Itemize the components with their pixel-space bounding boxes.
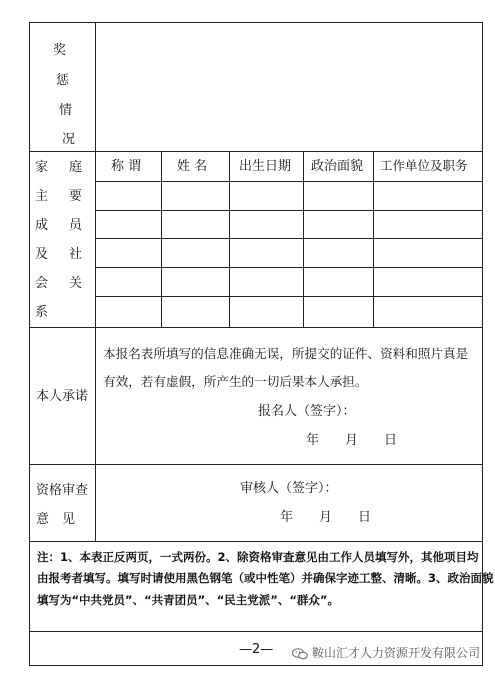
family-header-political: 政治面貌 bbox=[311, 159, 364, 174]
border-bottom bbox=[29, 665, 483, 666]
watermark-text: 鞍山汇才人力资源开发有限公司 bbox=[312, 646, 481, 660]
awards-label-char-2: 惩 bbox=[56, 73, 70, 88]
divider-family-col4 bbox=[373, 151, 374, 328]
divider-family-bottom bbox=[29, 327, 483, 328]
divider-review-bottom bbox=[29, 541, 483, 542]
family-header-birthdate: 出生日期 bbox=[239, 159, 292, 174]
divider-family-row3 bbox=[95, 238, 483, 239]
awards-label-char-3: 情 bbox=[59, 103, 73, 118]
divider-family-col1 bbox=[161, 151, 162, 328]
divider-label-column bbox=[95, 22, 96, 542]
review-label-line1: 资格审查 bbox=[36, 483, 89, 498]
family-label-3b: 员 bbox=[69, 218, 83, 233]
divider-family-col3 bbox=[303, 151, 304, 328]
page-number: —2— bbox=[239, 642, 274, 657]
family-header-name: 姓 名 bbox=[177, 159, 208, 174]
review-date: 年 月 日 bbox=[280, 510, 372, 525]
pledge-text-line1: 本报名表所填写的信息准确无误，所提交的证件、资料和照片真是 bbox=[103, 346, 469, 361]
family-label-1b: 庭 bbox=[69, 160, 83, 175]
family-label-5a: 会 bbox=[35, 276, 49, 291]
family-label-3a: 成 bbox=[35, 218, 49, 233]
notes-line3: 填写为“中共党员”、“共青团员”、“民主党派”、“群众”。 bbox=[37, 593, 339, 607]
family-label-2a: 主 bbox=[35, 189, 49, 204]
pledge-label: 本人承诺 bbox=[36, 389, 89, 404]
family-label-4a: 及 bbox=[35, 247, 49, 262]
divider-family-row4 bbox=[95, 267, 483, 268]
family-label-6a: 系 bbox=[35, 305, 49, 320]
family-label-2b: 要 bbox=[69, 189, 83, 204]
divider-family-col2 bbox=[229, 151, 230, 328]
family-label-5b: 关 bbox=[69, 276, 83, 291]
divider-family-row1 bbox=[95, 181, 483, 182]
divider-family-row2 bbox=[95, 210, 483, 211]
pledge-signer: 报名人（签字）： bbox=[258, 404, 356, 419]
notes-line1: 注：1、本表正反两页，一式两份。2、除资格审查意见由工作人员填写外，其他项目均 bbox=[37, 550, 479, 564]
notes-line2: 由报考者填写。填写时请使用黑色钢笔（或中性笔）并确保字迹工整、清晰。3、政治面貌 bbox=[37, 571, 494, 585]
family-header-employer: 工作单位及职务 bbox=[380, 158, 468, 173]
pledge-text-line2: 有效，若有虚假，所产生的一切后果本人承担。 bbox=[103, 374, 368, 389]
divider-pledge-bottom bbox=[29, 464, 483, 465]
awards-label-char-1: 奖 bbox=[53, 43, 67, 58]
divider-awards-bottom bbox=[29, 151, 483, 152]
awards-label-char-4: 况 bbox=[62, 132, 76, 147]
review-label-line2: 意 见 bbox=[36, 512, 76, 527]
family-label-1a: 家 bbox=[35, 160, 49, 175]
border-top bbox=[29, 22, 483, 23]
family-label-4b: 社 bbox=[69, 247, 83, 262]
review-signer: 审核人（签字）： bbox=[240, 481, 338, 496]
divider-notes-bottom bbox=[29, 631, 483, 632]
family-header-relation: 称 谓 bbox=[111, 159, 142, 174]
wechat-icon bbox=[292, 648, 308, 660]
divider-family-row5 bbox=[95, 296, 483, 297]
pledge-date: 年 月 日 bbox=[306, 433, 398, 448]
border-left bbox=[29, 22, 30, 666]
watermark bbox=[292, 644, 480, 661]
